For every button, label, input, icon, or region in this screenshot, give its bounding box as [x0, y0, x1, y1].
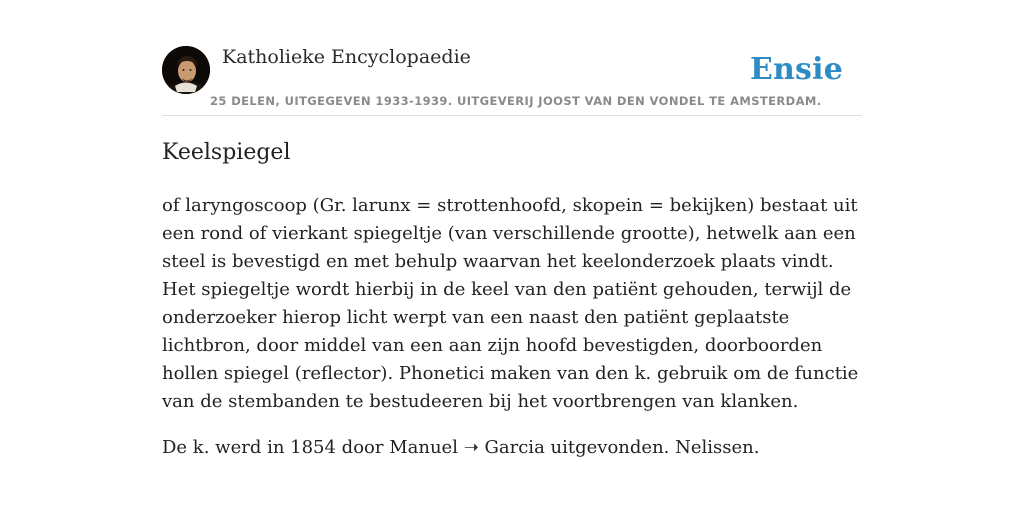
article-body [162, 192, 862, 462]
paragraph-text: De k. werd in 1854 door Manuel [162, 437, 458, 458]
article-paragraph: of laryngoscoop (Gr. larunx = strottenhoofd, skopein = bekijken) bestaat uit een rond of vierkant spiegeltje (van verschillende grootte), hetwelk aan een steel is bevestigd en met behulp waarvan het keelonderzoek plaats vindt. Het spiegeltje wordt hierbij in de keel van den patiënt gehouden, terwijl de onderzoeker hierop licht werpt van een naast den patiënt geplaatste lichtbron, door middel van een aan zijn hoofd bevestigden, doorboorden hollen spiegel (reflector). Phonetici maken van den k. gebruik om de functie van de stembanden te bestudeeren bij het voortbrengen van klanken. [162, 195, 859, 412]
cross-reference-link[interactable]: Garcia [484, 437, 545, 458]
portrait-icon [162, 46, 210, 94]
source-meta: 25 DELEN, UITGEGEVEN 1933-1939. UITGEVERIJ JOOST VAN DEN VONDEL TE AMSTERDAM. [210, 94, 822, 108]
paragraph-text: uitgevonden. Nelissen. [550, 437, 760, 458]
source-portrait-avatar[interactable] [162, 46, 210, 94]
article-title: Keelspiegel [162, 140, 291, 165]
header-divider [162, 115, 862, 116]
cross-reference-arrow-icon: ➝ [463, 437, 479, 458]
source-title[interactable]: Katholieke Encyclopaedie [222, 46, 471, 68]
brand-logo[interactable]: Ensie [749, 52, 843, 87]
article-paragraph [162, 434, 862, 462]
